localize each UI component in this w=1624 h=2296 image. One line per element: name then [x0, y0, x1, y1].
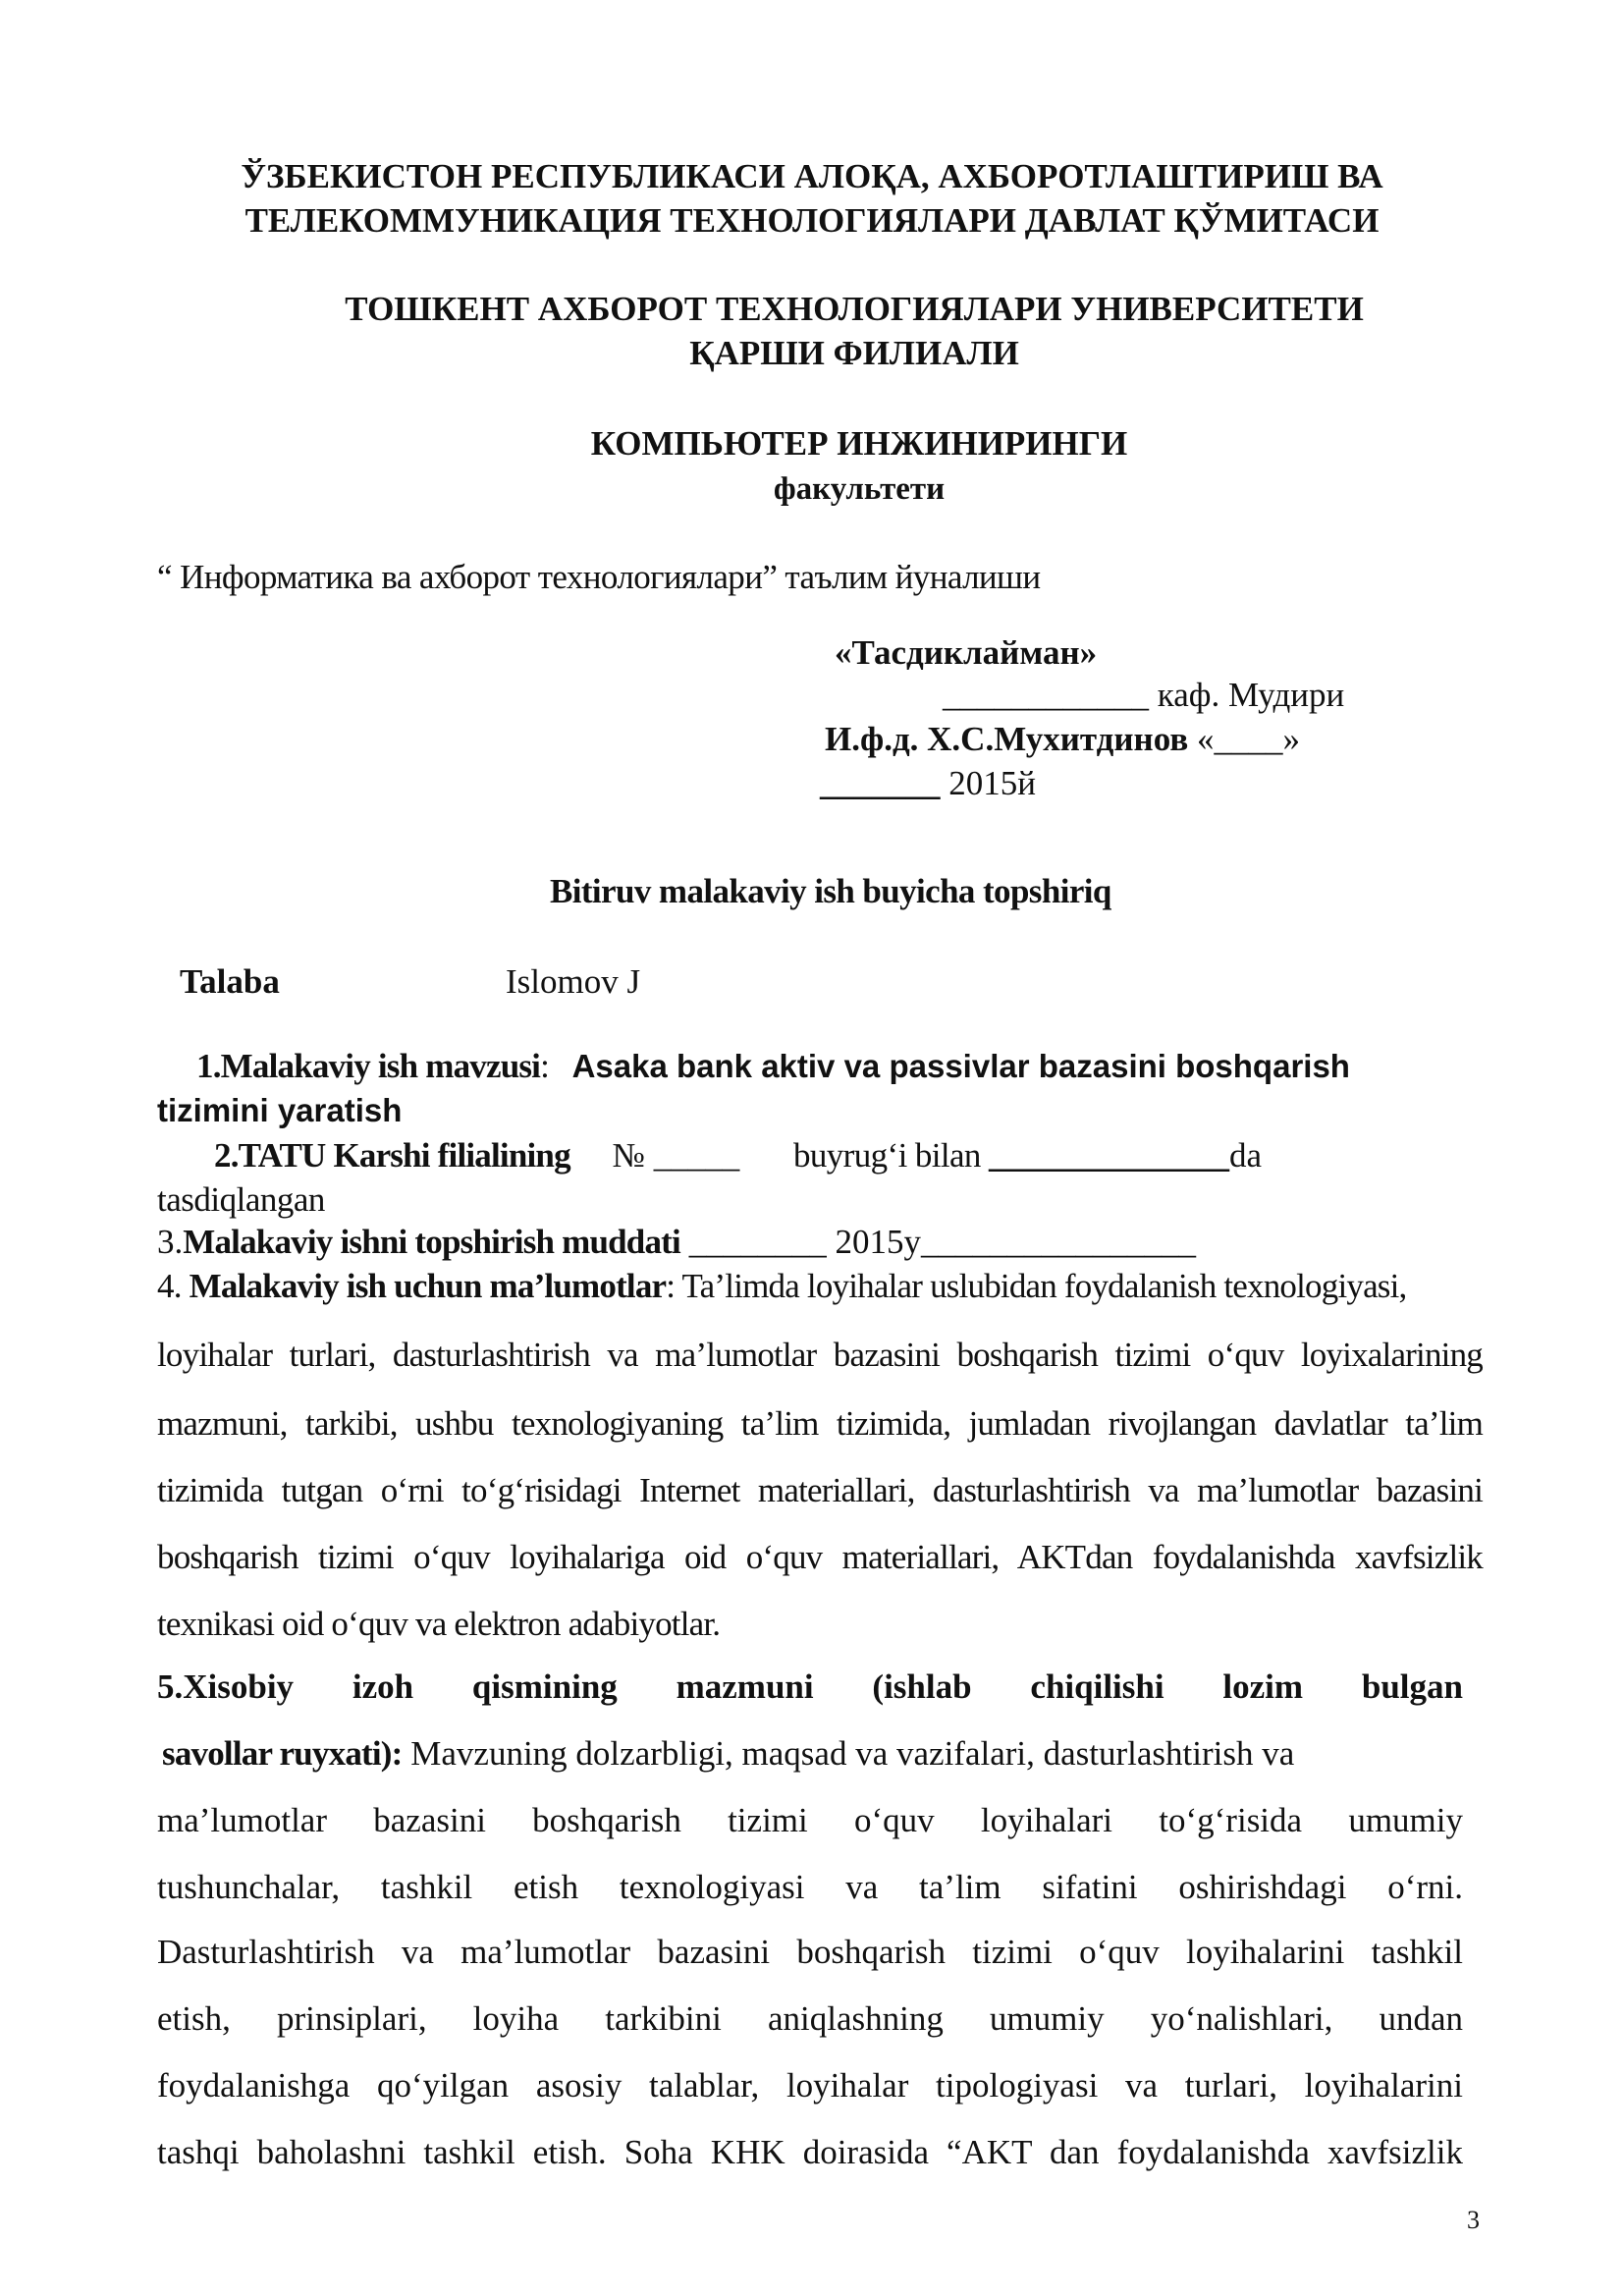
order-text: buyrug‘i bilan: [792, 1136, 989, 1175]
item5-line-3: ma’lumotlar bazasini boshqarish tizimi o‘quv loyihalari to‘g‘risida umumiy: [157, 1801, 1463, 1839]
item5-line-2: [162, 1734, 1463, 1774]
approve-year-line: [820, 764, 1036, 803]
ministry-line-1: ЎЗБЕКИСТОН РЕСПУБЛИКАСИ АЛОҚА, АХБОРОТЛАШТИРИШ ВА: [241, 157, 1383, 195]
deadline-blank: ________: [679, 1223, 827, 1261]
deadline-year: 2015y: [826, 1223, 921, 1261]
item4-number: 4.: [157, 1267, 189, 1305]
item4-line-5: boshqarish tizimi o‘quv loyihalariga oid o‘quv materiallari, AKTdan foydalanishda xavfsizlik: [157, 1538, 1483, 1576]
approve-title: «Тасдиклайман»: [835, 633, 1098, 672]
item4-label: Malakaviy ish uchun ma’lumotlar: [189, 1267, 667, 1305]
item2-label: 2.TATU Karshi filialining: [214, 1136, 570, 1175]
page-number: 3: [1467, 2206, 1480, 2234]
chair-title: каф. Мудири: [1149, 676, 1345, 714]
item5-line-4: tushunchalar, tashkil etish texnologiyasi va ta’lim sifatini oshirishdagi o‘rni.: [157, 1868, 1463, 1906]
item4-line-2: loyihalar turlari, dasturlashtirish va ma’lumotlar bazasini boshqarish tizimi o‘quv loyixalarining: [157, 1336, 1483, 1374]
item1-topic: Asaka bank aktiv va passivlar bazasini boshqarish: [571, 1048, 1350, 1084]
item2-line-2: tasdiqlangan: [157, 1180, 325, 1219]
item5-line-6: etish, prinsiplari, loyiha tarkibini aniqlashning umumiy yo‘nalishlari, undan: [157, 1999, 1463, 2038]
approve-name-line: [825, 720, 1300, 759]
date-close: »: [1282, 720, 1300, 758]
student-label: Talaba: [180, 962, 280, 1001]
university-line-2: ҚАРШИ ФИЛИАЛИ: [689, 334, 1019, 372]
date-open: «: [1188, 720, 1215, 758]
item4-line-4: tizimida tutgan o‘rni to‘g‘risidagi Internet materiallari, dasturlashtirish va ma’lumotlar bazasini: [157, 1471, 1483, 1509]
date-blank: ____: [1214, 720, 1283, 758]
faculty-name: КОМПЬЮТЕР ИНЖИНИРИНГИ: [590, 424, 1128, 463]
approver-name: И.ф.д. Х.С.Мухитдинов: [825, 720, 1189, 758]
order-date-blank: ______________: [988, 1136, 1229, 1175]
study-direction: “ Информатика ва ахборот технологиялари” таълим йуналиши: [157, 558, 1041, 596]
student-name: Islomov J: [506, 962, 641, 1001]
item5-line-5: Dasturlashtirish va ma’lumotlar bazasini boshqarish tizimi o‘quv loyihalarini tashkil: [157, 1933, 1463, 1971]
faculty-word: факультети: [773, 471, 946, 507]
year-blank: _______: [820, 764, 941, 802]
item5-heading-end: savollar ruyxati):: [162, 1734, 403, 1773]
item1-colon: :: [540, 1047, 550, 1085]
item4-text: : Ta’limda loyihalar uslubidan foydalanish texnologiyasi,: [666, 1267, 1407, 1305]
item3-number: 3.: [157, 1223, 184, 1261]
item4-line-3: mazmuni, tarkibi, ushbu texnologiyaning ta’lim tizimida, jumladan rivojlangan davlatlar ta’lim: [157, 1404, 1483, 1443]
item5-text: Mavzuning dolzarbligi, maqsad va vazifalari, dasturlashtirish va: [402, 1734, 1295, 1773]
item5-heading: 5.Xisobiy izoh qismining mazmuni (ishlab chiqilishi lozim bulgan: [157, 1667, 1463, 1706]
item3-label: Malakaviy ishni topshirish muddati: [183, 1223, 680, 1261]
signature-blank: ____________: [943, 676, 1149, 714]
deadline-blank-2: ________________: [920, 1223, 1196, 1261]
ministry-line-2: ТЕЛЕКОММУНИКАЦИЯ ТЕХНОЛОГИЯЛАРИ ДАВЛАТ ҚЎМИТАСИ: [244, 201, 1380, 240]
approve-year: 2015й: [940, 764, 1036, 802]
item4-line-6: texnikasi oid o‘quv va elektron adabiyotlar.: [157, 1605, 721, 1643]
item1-topic-continued: tizimini yaratish: [157, 1092, 403, 1128]
order-number: № _____: [612, 1136, 740, 1175]
item1-line-1: [196, 1047, 1350, 1086]
document-title: Bitiruv malakaviy ish buyicha topshiriq: [550, 872, 1111, 910]
item4-line-1: [157, 1267, 1483, 1306]
item5-line-7: foydalanishga qo‘yilgan asosiy talablar, loyihalar tipologiyasi va turlari, loyihalarini: [157, 2066, 1463, 2105]
item5-line-8: tashqi baholashni tashkil etish. Soha KHK doirasida “AKT dan foydalanishda xavfsizlik: [157, 2133, 1463, 2171]
approve-chair-line: [943, 676, 1344, 715]
item3-line: [157, 1223, 1196, 1262]
item2-line-1: [214, 1136, 1262, 1175]
order-suffix: da: [1228, 1136, 1263, 1175]
item1-label: 1.Malakaviy ish mavzusi: [196, 1047, 541, 1085]
university-line-1: ТОШКЕНТ АХБОРОТ ТЕХНОЛОГИЯЛАРИ УНИВЕРСИТЕТИ: [345, 290, 1364, 328]
